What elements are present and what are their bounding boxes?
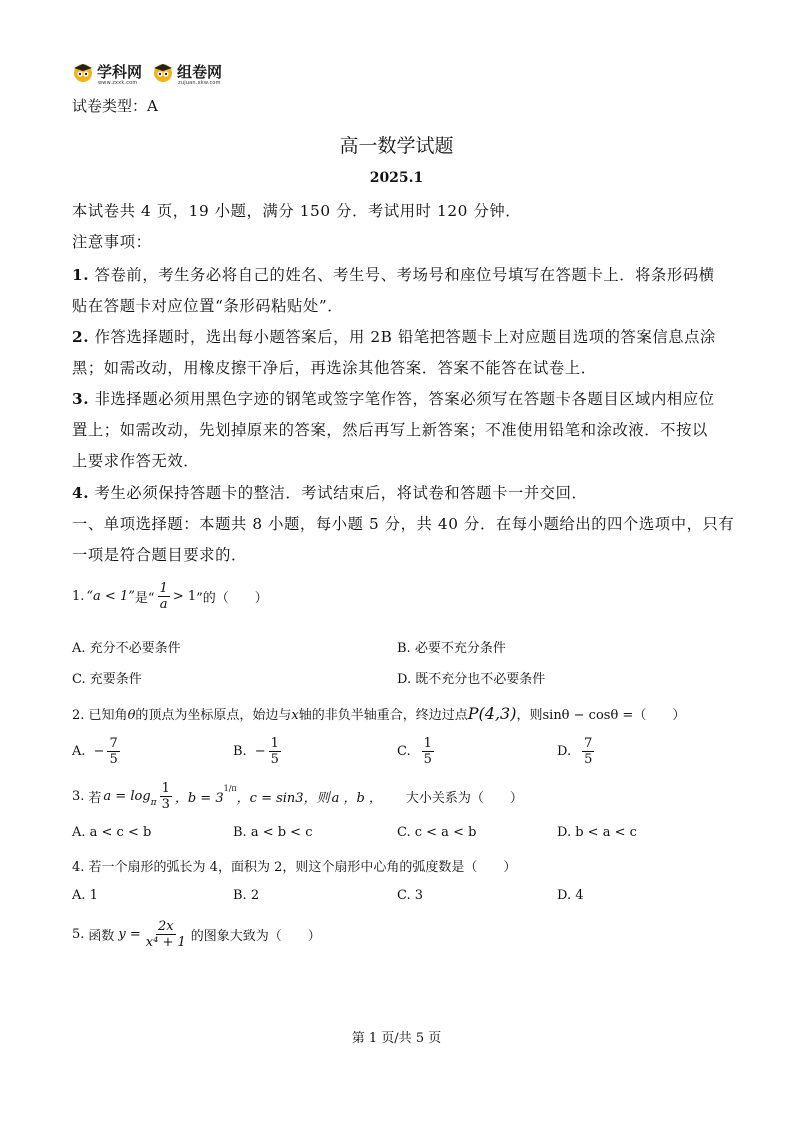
theta-symbol: θ — [127, 708, 136, 723]
logo-zujuan-text: 组卷网 — [177, 62, 223, 81]
option-b — [233, 737, 284, 766]
note-1 — [72, 263, 715, 285]
notice-heading: 注意事项： — [72, 233, 152, 251]
numerator: 1 — [159, 581, 168, 596]
header-logos — [72, 60, 222, 84]
option-d: D. 4 — [557, 888, 584, 903]
denominator: 5 — [109, 752, 118, 767]
note-text: 非选择题必须用黑色字迹的钢笔或签字笔作答，答案必须写在答题卡各题目区域内相应位 — [94, 390, 715, 408]
denominator: a — [159, 597, 168, 612]
expression: sinθ − cosθ = — [542, 708, 634, 723]
x-symbol: x — [291, 708, 299, 723]
question-text: 是“ — [134, 591, 155, 606]
option-sign: − — [254, 744, 266, 759]
numerator: 1 — [270, 736, 279, 751]
question-text: 函数 — [88, 929, 115, 944]
numerator: 7 — [109, 736, 118, 751]
logo-zujuan — [152, 61, 223, 86]
note-number: 1. — [72, 266, 90, 284]
option-c: C. 充要条件 — [72, 672, 142, 687]
condition-a: “a < 1” — [86, 589, 135, 604]
function-y: y = — [118, 927, 141, 942]
note-4 — [72, 481, 587, 503]
fraction — [160, 782, 172, 811]
logo-xueke — [72, 61, 143, 86]
numerator: 1 — [423, 736, 432, 751]
note-3 — [72, 387, 715, 409]
paper-type: 试卷类型：A — [72, 97, 158, 115]
question-tail: 的图象大致为（ ） — [190, 929, 321, 944]
question-4: 4. 若一个扇形的弧长为 4，面积为 2，则这个扇形中心角的弧度数是（ ） — [72, 860, 517, 875]
page-footer: 第 1 页/共 5 页 — [351, 1031, 442, 1046]
question-text: 的顶点为坐标原点，始边与 — [135, 708, 292, 723]
question-number: 3. — [72, 789, 85, 804]
question-text: 已知角 — [88, 708, 128, 723]
fraction — [269, 737, 281, 766]
numerator: 1 — [161, 781, 170, 796]
b-exponent: 1/π — [223, 784, 237, 793]
owl-logo-icon — [72, 61, 94, 83]
numerator: 7 — [584, 736, 593, 751]
question-number: 1. — [72, 589, 85, 604]
inequality: > 1 — [172, 589, 197, 604]
denominator: 5 — [423, 752, 432, 767]
note-3-cont: 置上；如需改动，先划掉原来的答案，然后再写上新答案；不准使用铅笔和涂改液．不按以 — [72, 421, 708, 439]
page-title: 高一数学试题 — [339, 135, 454, 157]
question-text: ，则 — [516, 708, 543, 723]
note-text: 考生必须保持答题卡的整洁．考试结束后，将试卷和答题卡一并交回． — [94, 484, 588, 502]
question-number: 2. — [72, 708, 85, 723]
section-heading-cont: 一项是符合题目要求的． — [72, 546, 247, 564]
fraction — [107, 737, 119, 766]
note-2-cont: 黑；如需改动，用橡皮擦干净后，再选涂其他答案．答案不能答在试卷上． — [72, 359, 597, 377]
option-a — [72, 737, 123, 766]
option-label: B. — [233, 744, 247, 759]
abc-symbols: a ，b ， — [331, 791, 382, 806]
option-sign: − — [93, 744, 105, 759]
logo-xueke-url: www.zxxk.com — [98, 80, 138, 86]
question-text: 轴的非负半轴重合，终边过点 — [298, 708, 468, 723]
logo-zujuan-url: zujuan.xkw.com — [178, 80, 221, 86]
numerator: 2x — [157, 919, 174, 934]
b-definition: ，b = 3 — [174, 791, 224, 806]
option-d: D. 既不充分也不必要条件 — [397, 672, 546, 687]
option-c — [397, 737, 437, 766]
question-2 — [72, 704, 685, 723]
c-definition: ，c = sin3，则 — [236, 791, 330, 806]
denominator: x⁴ + 1 — [145, 935, 186, 950]
option-b: B. a < b < c — [233, 825, 313, 840]
option-label: D. — [557, 744, 572, 759]
option-label: C. — [397, 744, 411, 759]
intro-text: 本试卷共 4 页，19 小题，满分 150 分．考试用时 120 分钟． — [72, 202, 522, 220]
option-b: B. 2 — [233, 888, 260, 903]
option-d: D. b < a < c — [557, 825, 637, 840]
note-1-cont: 贴在答题卡对应位置“条形码粘贴处”． — [72, 297, 344, 315]
option-c: C. 3 — [397, 888, 424, 903]
question-tail: 大小关系为（ ） — [405, 791, 523, 806]
point-p: P(4,3) — [467, 704, 517, 723]
fraction — [144, 920, 188, 949]
question-tail: ”的（ ） — [196, 591, 268, 606]
question-text: 若 — [88, 791, 102, 806]
denominator: 3 — [161, 797, 170, 812]
exam-date: 2025.1 — [369, 170, 424, 186]
question-1 — [72, 582, 268, 611]
note-text: 作答选择题时，选出每小题答案后，用 2B 铅笔把答题卡上对应题目选项的答案信息点涂 — [94, 328, 716, 346]
option-b: B. 必要不充分条件 — [397, 641, 506, 656]
option-label: A. — [72, 744, 86, 759]
option-a: A. 充分不必要条件 — [72, 641, 181, 656]
note-number: 3. — [72, 390, 90, 408]
question-5 — [72, 920, 321, 949]
question-3 — [72, 782, 523, 811]
option-a: A. a < c < b — [72, 825, 152, 840]
fraction — [422, 737, 434, 766]
question-tail: （ ） — [633, 708, 686, 723]
section-heading: 一、单项选择题：本题共 8 小题，每小题 5 分，共 40 分．在每小题给出的四个选项中，只有 — [72, 515, 735, 533]
fraction — [158, 582, 170, 611]
log-base: π — [150, 797, 157, 808]
fraction — [582, 737, 594, 766]
logo-xueke-text: 学科网 — [97, 62, 143, 81]
option-a: A. 1 — [72, 888, 98, 903]
note-2 — [72, 325, 716, 347]
note-text: 答卷前，考生务必将自己的姓名、考生号、考场号和座位号填写在答题卡上．将条形码横 — [94, 266, 715, 284]
owl-logo-icon — [152, 61, 174, 83]
question-number: 5. — [72, 927, 85, 942]
denominator: 5 — [584, 752, 593, 767]
option-d — [557, 737, 597, 766]
denominator: 5 — [270, 752, 279, 767]
note-3-cont2: 上要求作答无效． — [72, 452, 200, 470]
a-definition: a = log — [103, 789, 151, 804]
note-number: 2. — [72, 328, 90, 346]
option-c: C. c < a < b — [397, 825, 477, 840]
note-number: 4. — [72, 484, 90, 502]
